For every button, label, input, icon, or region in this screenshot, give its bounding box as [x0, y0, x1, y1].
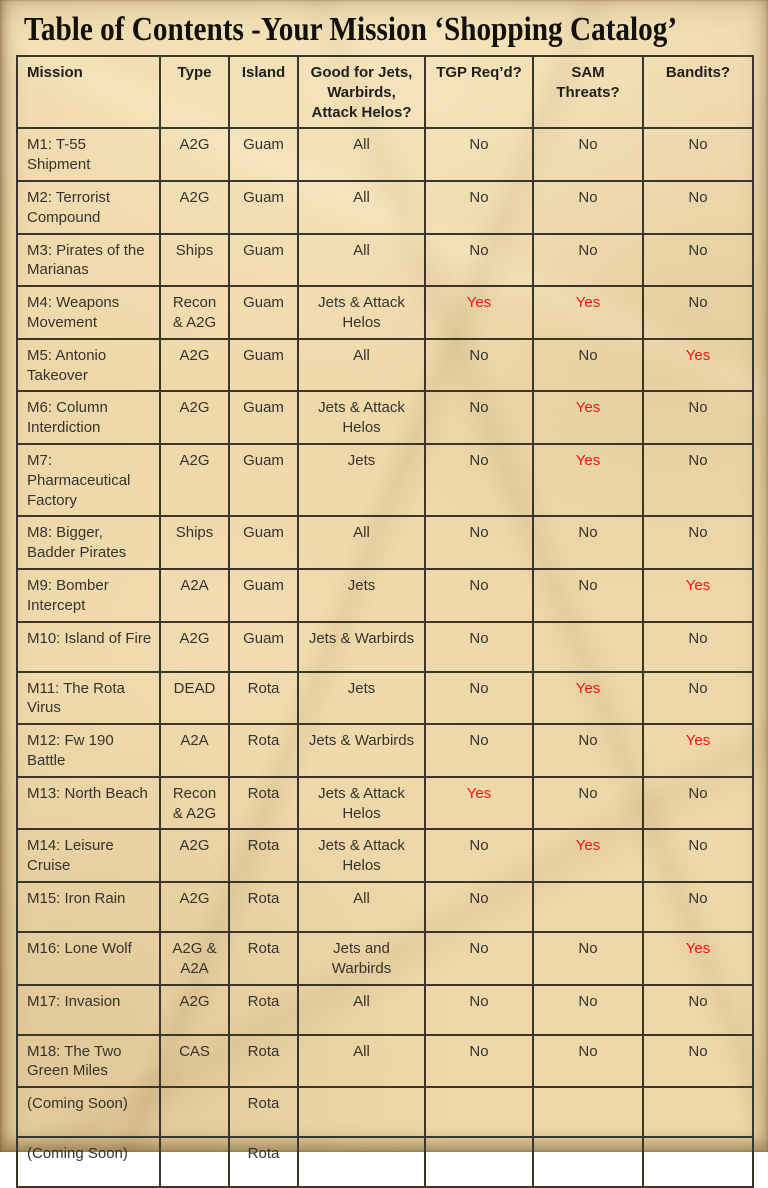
cell-bandits: Yes — [643, 932, 753, 985]
cell-island: Guam — [229, 339, 298, 392]
cell-tgp-req-d: No — [425, 569, 533, 622]
cell-type: A2A — [160, 569, 229, 622]
cell-tgp-req-d: No — [425, 932, 533, 985]
cell-good-for-jets-warbirds-attack-helos — [298, 1137, 425, 1187]
cell-island: Guam — [229, 622, 298, 672]
cell-sam-threats: No — [533, 234, 643, 287]
cell-type: DEAD — [160, 672, 229, 725]
cell-mission: M2: Terrorist Compound — [17, 181, 160, 234]
cell-sam-threats: Yes — [533, 286, 643, 339]
cell-good-for-jets-warbirds-attack-helos: Jets — [298, 444, 425, 516]
cell-sam-threats: No — [533, 985, 643, 1035]
cell-good-for-jets-warbirds-attack-helos: All — [298, 128, 425, 181]
table-row — [17, 516, 753, 569]
cell-island: Rota — [229, 932, 298, 985]
cell-tgp-req-d: Yes — [425, 286, 533, 339]
cell-mission: M6: Column Interdiction — [17, 391, 160, 444]
cell-tgp-req-d: No — [425, 234, 533, 287]
cell-mission: M12: Fw 190 Battle — [17, 724, 160, 777]
cell-mission: M15: Iron Rain — [17, 882, 160, 932]
cell-bandits: No — [643, 391, 753, 444]
cell-good-for-jets-warbirds-attack-helos: All — [298, 1035, 425, 1088]
table-row — [17, 672, 753, 725]
cell-type: A2G & A2A — [160, 932, 229, 985]
table-row — [17, 622, 753, 672]
cell-tgp-req-d: No — [425, 181, 533, 234]
cell-tgp-req-d: No — [425, 622, 533, 672]
cell-sam-threats: No — [533, 932, 643, 985]
cell-bandits: Yes — [643, 339, 753, 392]
table-row — [17, 777, 753, 830]
cell-good-for-jets-warbirds-attack-helos: Jets & Attack Helos — [298, 777, 425, 830]
cell-mission: M7: Pharmaceutical Factory — [17, 444, 160, 516]
cell-mission: (Coming Soon) — [17, 1087, 160, 1137]
table-row — [17, 882, 753, 932]
cell-good-for-jets-warbirds-attack-helos: Jets and Warbirds — [298, 932, 425, 985]
cell-bandits: No — [643, 444, 753, 516]
table-row — [17, 1035, 753, 1088]
cell-mission: M3: Pirates of the Marianas — [17, 234, 160, 287]
column-header-bandits: Bandits? — [643, 56, 753, 128]
cell-island: Guam — [229, 516, 298, 569]
cell-island: Rota — [229, 1087, 298, 1137]
cell-bandits: No — [643, 672, 753, 725]
cell-bandits: No — [643, 128, 753, 181]
cell-sam-threats: No — [533, 569, 643, 622]
cell-tgp-req-d: No — [425, 516, 533, 569]
cell-type: A2G — [160, 829, 229, 882]
cell-good-for-jets-warbirds-attack-helos — [298, 1087, 425, 1137]
cell-bandits: No — [643, 181, 753, 234]
cell-type: A2G — [160, 128, 229, 181]
cell-type: A2A — [160, 724, 229, 777]
table-row — [17, 985, 753, 1035]
table-row — [17, 339, 753, 392]
cell-island: Guam — [229, 286, 298, 339]
cell-good-for-jets-warbirds-attack-helos: Jets — [298, 569, 425, 622]
table-row — [17, 569, 753, 622]
cell-bandits: No — [643, 882, 753, 932]
cell-bandits: No — [643, 286, 753, 339]
cell-tgp-req-d: No — [425, 339, 533, 392]
cell-sam-threats: Yes — [533, 672, 643, 725]
cell-tgp-req-d: Yes — [425, 777, 533, 830]
cell-island: Guam — [229, 181, 298, 234]
cell-mission: (Coming Soon) — [17, 1137, 160, 1187]
cell-mission: M17: Invasion — [17, 985, 160, 1035]
cell-bandits: Yes — [643, 724, 753, 777]
cell-type: Ships — [160, 234, 229, 287]
cell-island: Rota — [229, 777, 298, 830]
cell-bandits: No — [643, 829, 753, 882]
cell-type: CAS — [160, 1035, 229, 1088]
cell-sam-threats: No — [533, 128, 643, 181]
cell-sam-threats: Yes — [533, 391, 643, 444]
cell-tgp-req-d: No — [425, 985, 533, 1035]
cell-sam-threats: No — [533, 1035, 643, 1088]
cell-good-for-jets-warbirds-attack-helos: Jets & Attack Helos — [298, 286, 425, 339]
cell-mission: M1: T-55 Shipment — [17, 128, 160, 181]
cell-sam-threats — [533, 622, 643, 672]
column-header-type: Type — [160, 56, 229, 128]
cell-bandits: No — [643, 516, 753, 569]
cell-type: A2G — [160, 882, 229, 932]
cell-bandits: No — [643, 1035, 753, 1088]
cell-bandits: No — [643, 622, 753, 672]
cell-type: A2G — [160, 622, 229, 672]
cell-type: A2G — [160, 391, 229, 444]
cell-type — [160, 1087, 229, 1137]
column-header-tgp-req-d: TGP Req’d? — [425, 56, 533, 128]
cell-type: Recon & A2G — [160, 286, 229, 339]
cell-mission: M18: The Two Green Miles — [17, 1035, 160, 1088]
cell-island: Guam — [229, 234, 298, 287]
column-header-mission: Mission — [17, 56, 160, 128]
cell-mission: M4: Weapons Movement — [17, 286, 160, 339]
cell-tgp-req-d: No — [425, 829, 533, 882]
cell-good-for-jets-warbirds-attack-helos: Jets & Attack Helos — [298, 391, 425, 444]
cell-good-for-jets-warbirds-attack-helos: All — [298, 339, 425, 392]
table-row — [17, 932, 753, 985]
column-header-sam-threats: SAM Threats? — [533, 56, 643, 128]
cell-good-for-jets-warbirds-attack-helos: All — [298, 516, 425, 569]
cell-tgp-req-d: No — [425, 1035, 533, 1088]
cell-island: Guam — [229, 569, 298, 622]
cell-type: A2G — [160, 444, 229, 516]
cell-type: Ships — [160, 516, 229, 569]
cell-island: Rota — [229, 724, 298, 777]
table-body — [17, 128, 753, 1187]
mission-table — [16, 55, 754, 1188]
cell-good-for-jets-warbirds-attack-helos: Jets & Warbirds — [298, 724, 425, 777]
cell-bandits — [643, 1087, 753, 1137]
cell-mission: M11: The Rota Virus — [17, 672, 160, 725]
cell-good-for-jets-warbirds-attack-helos: Jets & Warbirds — [298, 622, 425, 672]
table-row — [17, 391, 753, 444]
table-row — [17, 444, 753, 516]
cell-type: A2G — [160, 985, 229, 1035]
cell-island: Rota — [229, 1035, 298, 1088]
cell-tgp-req-d — [425, 1137, 533, 1187]
cell-mission: M14: Leisure Cruise — [17, 829, 160, 882]
cell-good-for-jets-warbirds-attack-helos: All — [298, 234, 425, 287]
cell-tgp-req-d — [425, 1087, 533, 1137]
table-row — [17, 829, 753, 882]
cell-mission: M8: Bigger, Badder Pirates — [17, 516, 160, 569]
cell-good-for-jets-warbirds-attack-helos: Jets — [298, 672, 425, 725]
cell-type — [160, 1137, 229, 1187]
cell-good-for-jets-warbirds-attack-helos: All — [298, 181, 425, 234]
cell-bandits: Yes — [643, 569, 753, 622]
cell-island: Guam — [229, 391, 298, 444]
cell-type: A2G — [160, 339, 229, 392]
cell-sam-threats: No — [533, 339, 643, 392]
table-header — [17, 56, 753, 128]
cell-tgp-req-d: No — [425, 444, 533, 516]
cell-sam-threats — [533, 882, 643, 932]
cell-good-for-jets-warbirds-attack-helos: Jets & Attack Helos — [298, 829, 425, 882]
cell-sam-threats: No — [533, 724, 643, 777]
cell-bandits: No — [643, 777, 753, 830]
cell-sam-threats: Yes — [533, 444, 643, 516]
cell-good-for-jets-warbirds-attack-helos: All — [298, 882, 425, 932]
cell-island: Rota — [229, 1137, 298, 1187]
cell-tgp-req-d: No — [425, 672, 533, 725]
cell-good-for-jets-warbirds-attack-helos: All — [298, 985, 425, 1035]
page-title: Table of Contents -Your Mission ‘Shopping Catalog’ — [24, 11, 678, 48]
cell-island: Guam — [229, 128, 298, 181]
header-row — [17, 56, 753, 128]
cell-island: Rota — [229, 829, 298, 882]
column-header-good-for-jets-warbirds-attack-helos: Good for Jets, Warbirds, Attack Helos? — [298, 56, 425, 128]
cell-tgp-req-d: No — [425, 724, 533, 777]
cell-tgp-req-d: No — [425, 128, 533, 181]
cell-type: Recon & A2G — [160, 777, 229, 830]
cell-sam-threats: No — [533, 777, 643, 830]
cell-sam-threats: No — [533, 181, 643, 234]
table-row — [17, 181, 753, 234]
cell-mission: M5: Antonio Takeover — [17, 339, 160, 392]
table-row — [17, 724, 753, 777]
cell-bandits: No — [643, 234, 753, 287]
cell-bandits — [643, 1137, 753, 1187]
column-header-island: Island — [229, 56, 298, 128]
cell-mission: M13: North Beach — [17, 777, 160, 830]
cell-island: Rota — [229, 672, 298, 725]
cell-tgp-req-d: No — [425, 391, 533, 444]
cell-island: Rota — [229, 985, 298, 1035]
table-row — [17, 128, 753, 181]
cell-mission: M16: Lone Wolf — [17, 932, 160, 985]
table-row — [17, 286, 753, 339]
cell-type: A2G — [160, 181, 229, 234]
table-row — [17, 1087, 753, 1137]
cell-bandits: No — [643, 985, 753, 1035]
cell-mission: M9: Bomber Intercept — [17, 569, 160, 622]
cell-mission: M10: Island of Fire — [17, 622, 160, 672]
cell-island: Rota — [229, 882, 298, 932]
cell-sam-threats — [533, 1087, 643, 1137]
cell-sam-threats — [533, 1137, 643, 1187]
table-row — [17, 1137, 753, 1187]
cell-island: Guam — [229, 444, 298, 516]
cell-sam-threats: Yes — [533, 829, 643, 882]
cell-tgp-req-d: No — [425, 882, 533, 932]
cell-sam-threats: No — [533, 516, 643, 569]
table-row — [17, 234, 753, 287]
